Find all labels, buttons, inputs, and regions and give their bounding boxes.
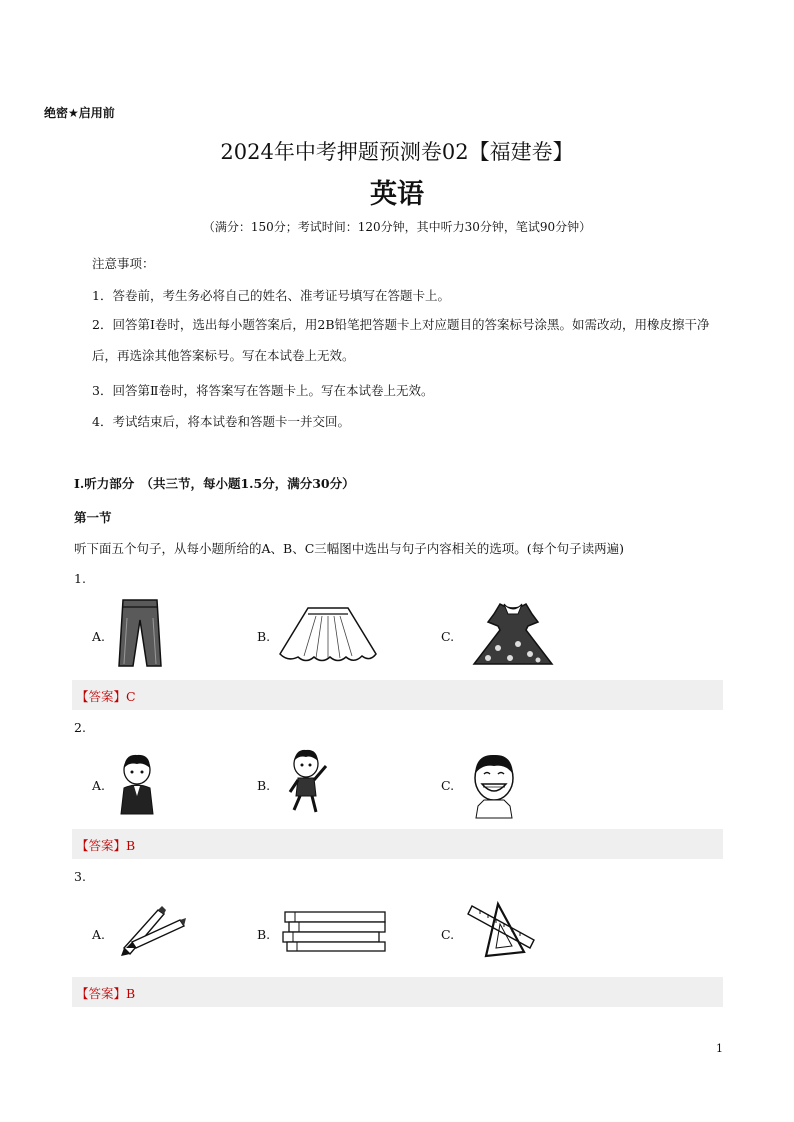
note-item: 2．回答第Ⅰ卷时，选出每小题答案后，用2B铅笔把答题卡上对应题目的答案标号涂黑。如需改动，用橡皮擦干净后，再选涂其他答案标号。写在本试卷上无效。 xyxy=(92,317,710,363)
trousers-icon xyxy=(115,598,165,670)
option-c-label: C. xyxy=(441,778,455,793)
boy-in-suit-icon xyxy=(115,752,159,818)
answer-box xyxy=(72,977,723,1007)
question-number: 3. xyxy=(74,869,86,884)
subject-title: 英语 xyxy=(370,179,424,210)
ruler-set-icon xyxy=(468,898,538,958)
boy-waving-icon xyxy=(284,746,332,816)
answer-text: 【答案】B xyxy=(76,838,136,853)
option-a-label: A. xyxy=(92,778,106,793)
score-info: （满分：150分；考试时间：120分钟，其中听力30分钟，笔试90分钟） xyxy=(202,220,592,234)
option-c-label: C. xyxy=(441,629,455,644)
option-c-label: C. xyxy=(441,927,455,942)
option-a-label: A. xyxy=(92,927,106,942)
section-heading: Ⅰ.听力部分 （共三节，每小题1.5分，满分30分） xyxy=(74,476,355,491)
pencils-icon xyxy=(118,904,188,962)
question-number: 2. xyxy=(74,720,86,735)
smiling-man-icon xyxy=(466,750,522,820)
exam-title: 2024年中考押题预测卷02【福建卷】 xyxy=(220,140,574,164)
question-number: 1. xyxy=(74,571,86,586)
note-item: 4．考试结束后，将本试卷和答题卡一并交回。 xyxy=(92,414,350,429)
part-heading: 第一节 xyxy=(74,510,112,525)
note-item: 1．答卷前，考生务必将自己的姓名、准考证号填写在答题卡上。 xyxy=(92,288,450,303)
option-b-label: B. xyxy=(257,629,271,644)
skirt-icon xyxy=(278,606,378,666)
instruction-text: 听下面五个句子，从每小题所给的A、B、C三幅图中选出与句子内容相关的选项。(每个句子读两遍) xyxy=(74,541,625,556)
option-b-label: B. xyxy=(257,778,271,793)
answer-text: 【答案】B xyxy=(76,986,136,1001)
option-b-label: B. xyxy=(257,927,271,942)
answer-box xyxy=(72,680,723,710)
option-a-label: A. xyxy=(92,629,106,644)
notes-heading: 注意事项： xyxy=(92,256,155,271)
answer-box xyxy=(72,829,723,859)
books-stack-icon xyxy=(281,910,391,952)
confidential-label: 绝密★启用前 xyxy=(44,106,115,120)
dress-icon xyxy=(468,600,558,670)
answer-text: 【答案】C xyxy=(76,689,136,704)
page-number: 1 xyxy=(716,1042,723,1055)
note-item: 3．回答第Ⅱ卷时，将答案写在答题卡上。写在本试卷上无效。 xyxy=(92,383,434,398)
